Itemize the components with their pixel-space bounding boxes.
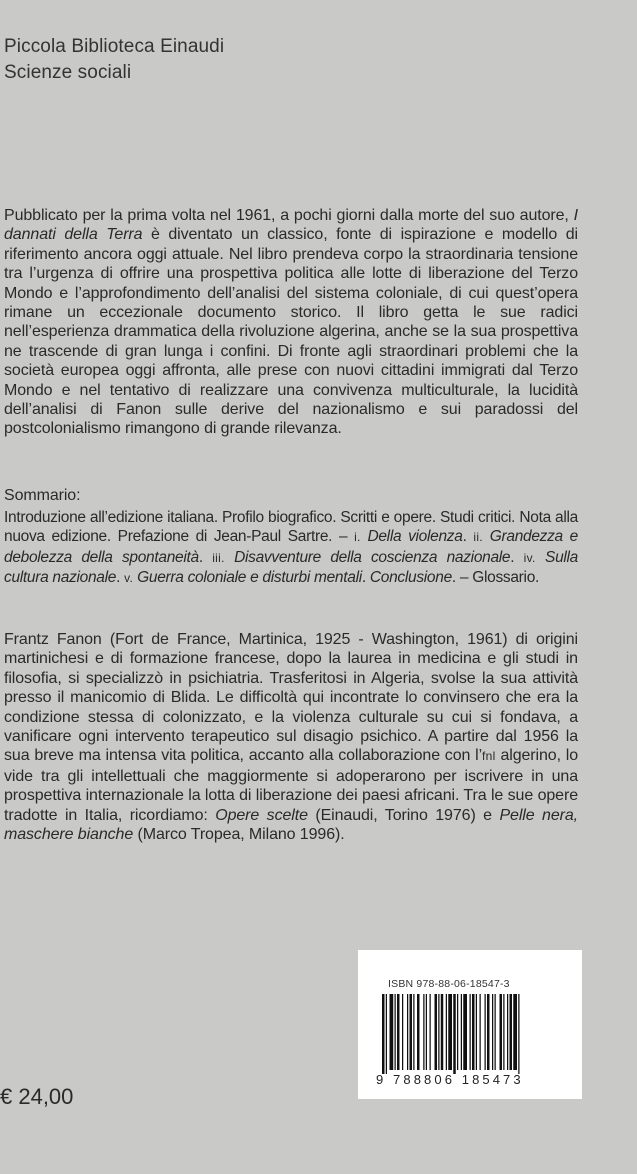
barcode-icon bbox=[382, 994, 562, 1074]
barcode-bar bbox=[386, 994, 387, 1074]
barcode-bar bbox=[470, 994, 471, 1070]
barcode-bar bbox=[395, 994, 396, 1070]
work-title-2: Pelle nera, maschere bianche bbox=[4, 806, 578, 844]
chapter-title-4: Sulla cultura nazionale bbox=[4, 548, 578, 587]
barcode-bar bbox=[518, 994, 519, 1074]
chapter-number-5: v. bbox=[124, 571, 134, 586]
barcode-bar bbox=[463, 994, 467, 1070]
barcode-bar bbox=[446, 994, 447, 1070]
separator-5: . bbox=[361, 569, 370, 587]
barcode-bar bbox=[485, 994, 486, 1070]
barcode-bar bbox=[407, 994, 408, 1070]
separator-3: . bbox=[510, 548, 524, 566]
barcode-bar bbox=[476, 994, 477, 1070]
blurb-text-1: Pubblicato per la prima volta nel 1961, a pochi giorni dalla morte del suo autore, bbox=[4, 207, 574, 224]
barcode-bar bbox=[461, 994, 462, 1070]
separator-4: . bbox=[116, 569, 125, 587]
chapter-title-1: Della violenza bbox=[360, 528, 463, 546]
barcode-bar bbox=[453, 994, 456, 1074]
barcode-bar bbox=[441, 994, 444, 1070]
chapter-title-2: Grandezza e debolezza della spontaneità bbox=[4, 528, 578, 566]
bio-text-3: (Einaudi, Torino 1976) e bbox=[307, 806, 500, 824]
series-name bbox=[4, 34, 224, 86]
barcode-bar bbox=[513, 994, 517, 1070]
chapter-number-4: iv. bbox=[523, 550, 536, 565]
chapter-title-5: Guerra coloniale e disturbi mentali bbox=[133, 569, 362, 587]
chapter-title-6: Conclusione bbox=[369, 569, 452, 587]
blurb-paragraph bbox=[4, 206, 578, 439]
barcode-bar bbox=[503, 994, 504, 1070]
barcode-bar bbox=[382, 994, 385, 1074]
bio-text-4: (Marco Tropea, Milano 1996). bbox=[133, 826, 345, 844]
blurb-text-2: è diventato un classico, fonte di ispirazione e modello di riferimento ancora oggi attuale. Nel libro prendeva corpo la straordinaria tensione tra l’urgenza di offrire una prospettiva politica alle lotte di liberazione del Terzo Mondo e l’approfondimento dell’analisi del sistema coloniale, di cui quest’opera rimane un eccezionale documento storico. Il libro getta le sue radici nell’esperienza drammatica della rivoluzione algerina, anche se la sua prospettiva ne trascende di gran lunga i confini. Di fronte agli straordinari problemi che la società europea oggi affronta, alle prese con nuovi cittadini immigrati dal Terzo Mondo e nel tentativo di realizzare una convivenza multiculturale, la lucidità dell’analisi di Fanon sulle derive del nazionalismo e sui paradossi del postcolonialismo rimangono di grande rilevanza. bbox=[4, 226, 578, 438]
barcode-bar bbox=[390, 994, 394, 1070]
barcode-bar bbox=[500, 994, 503, 1070]
series-subtitle: Scienze sociali bbox=[4, 62, 132, 83]
barcode-bar bbox=[448, 994, 452, 1070]
barcode-bar bbox=[413, 994, 414, 1070]
isbn-barcode-box bbox=[358, 950, 582, 1099]
isbn-label: ISBN 978-88-06-18547-3 bbox=[388, 978, 510, 990]
barcode-number: 9 788806 185473 bbox=[376, 1072, 524, 1087]
chapter-number-2: ii. bbox=[473, 530, 483, 545]
barcode-bar bbox=[480, 994, 481, 1070]
work-title-1: Opere scelte bbox=[215, 806, 308, 824]
barcode-bar bbox=[426, 994, 427, 1070]
barcode-bar bbox=[457, 994, 458, 1070]
fnl-abbr: fnl bbox=[482, 749, 496, 764]
sommario-label: Sommario: bbox=[4, 487, 81, 504]
barcode-bar bbox=[495, 994, 496, 1070]
author-bio bbox=[4, 630, 578, 844]
chapter-number-1: i. bbox=[354, 530, 361, 545]
barcode-bar bbox=[435, 994, 438, 1070]
chapter-title-3: Disavventure della coscienza nazionale bbox=[224, 548, 511, 566]
chapter-number-3: iii. bbox=[212, 550, 225, 565]
barcode-bar bbox=[438, 994, 439, 1070]
series-title: Piccola Biblioteca Einaudi bbox=[4, 36, 225, 57]
barcode-bar bbox=[417, 994, 420, 1070]
barcode-bar bbox=[510, 994, 513, 1070]
separator-1: . bbox=[462, 528, 474, 546]
barcode-bar bbox=[430, 994, 431, 1070]
barcode-bar bbox=[397, 994, 400, 1070]
price: € 24,00 bbox=[0, 1084, 74, 1109]
barcode-bar bbox=[492, 994, 493, 1070]
book-title: I dannati della Terra bbox=[4, 207, 578, 244]
barcode-bar bbox=[487, 994, 490, 1070]
sommario-contents bbox=[4, 508, 578, 589]
separator-6: . – Glossario. bbox=[451, 569, 540, 587]
bio-text-1: Frantz Fanon (Fort de France, Martinica, 1925 - Washington, 1961) di origini martinichesi e di formazione francese, dopo la laurea in medicina e gli studi in filosofia, si specializzò in psichiatria. Trasferitosi in Algeria, svolse la sua attività presso il manicomio di Blida. Le difficoltà qui incontrate lo convinsero che era la condizione stessa di colonizzato, e la violenza culturale su cui si fondava, a vanificare ogni intervento terapeutico sul disagio psichico. A partire dal 1956 la sua breve ma intensa vita politica, accanto alla collaborazione con l’ bbox=[4, 631, 578, 765]
barcode-bar bbox=[507, 994, 508, 1070]
barcode-bar bbox=[402, 994, 403, 1070]
barcode-bar bbox=[410, 994, 413, 1070]
sommario-intro: Introduzione all’edizione italiana. Profilo biografico. Scritti e opere. Studi critici. Nota alla nuova edizione. Prefazione di Jean-Paul Sartre. – bbox=[4, 509, 578, 546]
bio-text-2: algerino, lo vide tra gli intellettuali che maggiormente si adoperarono per iscrivere in una prospettiva internazionale la lotta di liberazione dei paesi africani. Tra le sue opere tradotte in Italia, ricordiamo: bbox=[4, 747, 578, 824]
barcode-bar bbox=[423, 994, 424, 1070]
separator-2: . bbox=[198, 548, 213, 566]
barcode-bar bbox=[472, 994, 475, 1070]
